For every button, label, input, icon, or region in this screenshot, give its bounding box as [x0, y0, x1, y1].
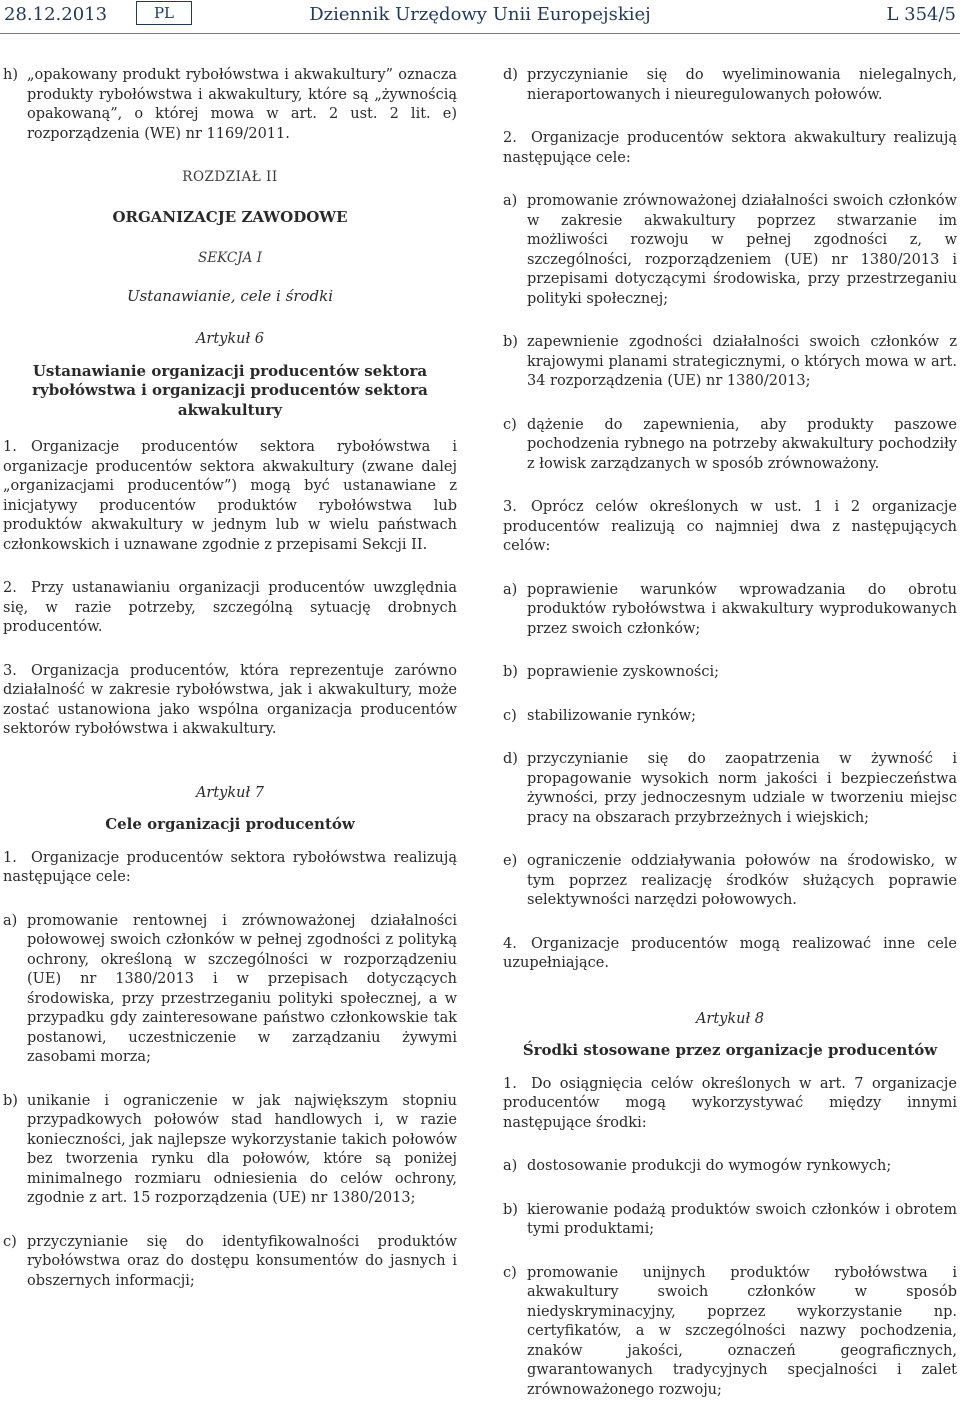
item-label: b) — [503, 1201, 518, 1218]
list-item-b — [3, 1092, 457, 1209]
item-label: a) — [503, 193, 518, 209]
paragraph-number: 4. — [503, 935, 517, 952]
paragraph-number: 1. — [3, 439, 17, 455]
article-6-title: Ustanawianie organizacji producentów sektora rybołówstwa i organizacji producentów sektora akwakultury — [32, 361, 428, 419]
left-column — [3, 66, 457, 1315]
article-7-title: Cele organizacji producentów — [105, 815, 355, 833]
item-text: zapewnienie zgodności działalności swoich członków z krajowymi planami strategicznymi, o których mowa w art. 34 rozporządzenia (UE) nr 1380/2013; — [527, 334, 957, 389]
item-text: „opakowany produkt rybołówstwa i akwakultury” oznacza produkty rybołówstwa i akwakultury, które są „żywnością opakowaną”, o której mowa w art. 2 ust. 2 lit. e) rozporządzenia (WE) nr 1169/2011. — [27, 67, 457, 142]
article-6-paragraph-1 — [3, 438, 457, 555]
paragraph-number: 2. — [3, 580, 17, 596]
paragraph-number: 1. — [3, 849, 17, 866]
list-item-a — [503, 192, 957, 309]
article-6-paragraph-3 — [3, 662, 457, 740]
item-text: stabilizowanie rynków; — [527, 707, 696, 724]
paragraph-number: 1. — [503, 1075, 517, 1092]
paragraph-number: 2. — [503, 130, 517, 146]
item-text: unikanie i ograniczenie w jak największym stopniu przypadkowych połowów stad handlowych i, w razie konieczności, jak najlepsze wykorzystanie takich połowów bez tworzenia rynku dla połowów, które są poniżej minimalnego rozmiaru odniesienia do celów ochrony, zgodnie z art. 15 rozporządzenia (UE) nr 1380/2013; — [27, 1092, 457, 1206]
paragraph-text: Organizacja producentów, która reprezentuje zarówno działalność w zakresie rybołówstwa, jak i akwakultury, może zostać ustanowiona jako wspólna organizacja producentów sektorów rybołówstwa i akwakultury. — [3, 662, 457, 737]
list-item-a — [503, 1157, 957, 1177]
language-badge: PL — [136, 1, 192, 25]
paragraph-text: Oprócz celów określonych w ust. 1 i 2 organizacje producentów realizują co najmniej dwa z następujących celów: — [503, 499, 957, 554]
item-text: dążenie do zapewnienia, aby produkty paszowe pochodzenia rybnego na potrzeby akwakultury pochodziły z łowisk zarządzanych w sposób zrównoważony. — [527, 416, 957, 472]
item-text: przyczynianie się do identyfikowalności produktów rybołówstwa oraz do dostępu konsumentów do jasnych i obszernych informacji; — [27, 1233, 457, 1289]
item-label: a) — [3, 912, 18, 929]
article-6-heading: Artykuł 6 — [195, 331, 265, 347]
article-7-paragraph-4 — [503, 935, 957, 974]
paragraph-text: Organizacje producentów sektora akwakultury realizują następujące cele: — [503, 130, 957, 166]
item-label: c) — [503, 707, 517, 724]
item-label: e) — [503, 853, 518, 869]
paragraph-number: 3. — [3, 662, 17, 679]
item-text: ograniczenie oddziaływania połowów na środowisko, w tym poprzez realizację środków służących poprawie selektywności narzędzi połowowych. — [527, 853, 957, 908]
list-item-b — [503, 333, 957, 392]
list-item-d — [503, 750, 957, 828]
list-item-b — [503, 663, 957, 683]
list-item-c — [3, 1233, 457, 1292]
list-item-a — [3, 912, 457, 1068]
item-text: kierowanie podażą produktów swoich członków i obrotem tymi produktami; — [527, 1201, 957, 1237]
paragraph-text: Organizacje producentów mogą realizować inne cele uzupełniające. — [503, 935, 957, 971]
article-8-title: Środki stosowane przez organizacje producentów — [522, 1041, 938, 1059]
article-8-heading: Artykuł 8 — [695, 1010, 765, 1027]
list-item-a — [503, 581, 957, 640]
journal-title: Dziennik Urzędowy Unii Europejskiej — [309, 4, 651, 25]
item-label: b) — [503, 664, 518, 680]
publication-date: 28.12.2013 — [4, 4, 108, 25]
item-text: promowanie rentownej i zrównoważonej działalności połowowej swoich członków w pełnej zgodności z polityką ochrony, określoną w szczególności w rozporządzeniu (UE) nr 1380/2013 i w przepisach dotyczących środowiska, przy przestrzeganiu polityki społecznej, a w przypadku gdy zainteresowane państwo członkowskie tak postanowi, uczestniczenie w zarządzaniu żywymi zasobami morza; — [27, 912, 457, 1065]
section-title: Ustanawianie, cele i środki — [126, 286, 334, 305]
list-item-d — [503, 66, 957, 105]
list-item-e — [503, 852, 957, 911]
article-6-paragraph-2 — [3, 579, 457, 638]
item-text: promowanie zrównoważonej działalności swoich członków w zakresie akwakultury poprzez stwarzanie im możliwości rozwoju w pełnej zgodności z, w szczególności, rozporządzeniem (UE) nr 1380/2013 i przepisami dotyczącymi środowiska, przy przestrzeganiu polityki społecznej; — [527, 193, 957, 307]
chapter-title: ORGANIZACJE ZAWODOWE — [112, 207, 348, 226]
item-label: h) — [3, 67, 18, 83]
paragraph-text: Do osiągnięcia celów określonych w art. 7 organizacje producentów mogą wykorzystywać między innymi następujące środki: — [503, 1075, 957, 1131]
list-item-b — [503, 1201, 957, 1240]
header-divider — [0, 33, 960, 34]
item-label: d) — [503, 67, 518, 83]
item-label: d) — [503, 751, 518, 767]
item-label: c) — [503, 416, 517, 433]
list-item-c — [503, 1264, 957, 1401]
item-label: a) — [503, 1158, 518, 1174]
item-label: b) — [503, 334, 518, 350]
article-8-paragraph-1 — [503, 1075, 957, 1134]
item-label: a) — [503, 581, 518, 598]
article-7-heading: Artykuł 7 — [195, 784, 265, 801]
paragraph-text: Organizacje producentów sektora rybołówstwa i organizacje producentów sektora akwakultury (zwane dalej „organizacjami producentów”) mogą być ustanawiane z inicjatywy producentów produktów rybołówstwa lub produktów akwakultury w jednym lub w wielu państwach członkowskich i uznawane zgodnie z przepisami Sekcji II. — [3, 439, 457, 553]
item-text: promowanie unijnych produktów rybołówstwa i akwakultury swoich członków w sposób niedyskryminacyjny, poprzez wykorzystanie np. certyfikatów, a w szczególności nazwy pochodzenia, znaków jakości, oznaczeń geograficznych, gwarantowanych tradycyjnych specjalności i zalet zrównoważonego rozwoju; — [527, 1264, 957, 1398]
item-label: c) — [503, 1264, 517, 1281]
article-7-paragraph-1 — [3, 849, 457, 888]
item-text: dostosowanie produkcji do wymogów rynkowych; — [527, 1158, 892, 1174]
article-7-paragraph-2 — [503, 129, 957, 168]
item-label: c) — [3, 1233, 17, 1250]
item-text: przyczynianie się do wyeliminowania nielegalnych, nieraportowanych i nieuregulowanych połowów. — [527, 67, 957, 103]
paragraph-text: Przy ustanawianiu organizacji producentów uwzględnia się, w razie potrzeby, szczególną sytuację drobnych producentów. — [3, 580, 457, 635]
item-text: poprawienie zyskowności; — [527, 664, 720, 680]
item-label: b) — [3, 1092, 18, 1109]
right-column — [503, 66, 957, 1424]
page-header — [0, 0, 960, 34]
list-item-c — [503, 416, 957, 475]
paragraph-number: 3. — [503, 499, 517, 515]
list-item-c — [503, 707, 957, 727]
paragraph-text: Organizacje producentów sektora rybołówstwa realizują następujące cele: — [3, 849, 457, 885]
list-item-h — [3, 66, 457, 144]
section-heading: SEKCJA I — [198, 250, 262, 266]
item-text: poprawienie warunków wprowadzania do obrotu produktów rybołówstwa i akwakultury wyprodukowanych przez swoich członków; — [527, 581, 957, 637]
chapter-heading: ROZDZIAŁ II — [182, 169, 278, 185]
item-text: przyczynianie się do zaopatrzenia w żywność i propagowanie wysokich norm jakości i bezpieczeństwa żywności, przy jednoczesnym udziale w tworzeniu miejsc pracy na obszarach przybrzeżnych i wiejskich; — [527, 751, 957, 826]
page-number: L 354/5 — [886, 4, 956, 25]
article-7-paragraph-3 — [503, 498, 957, 557]
